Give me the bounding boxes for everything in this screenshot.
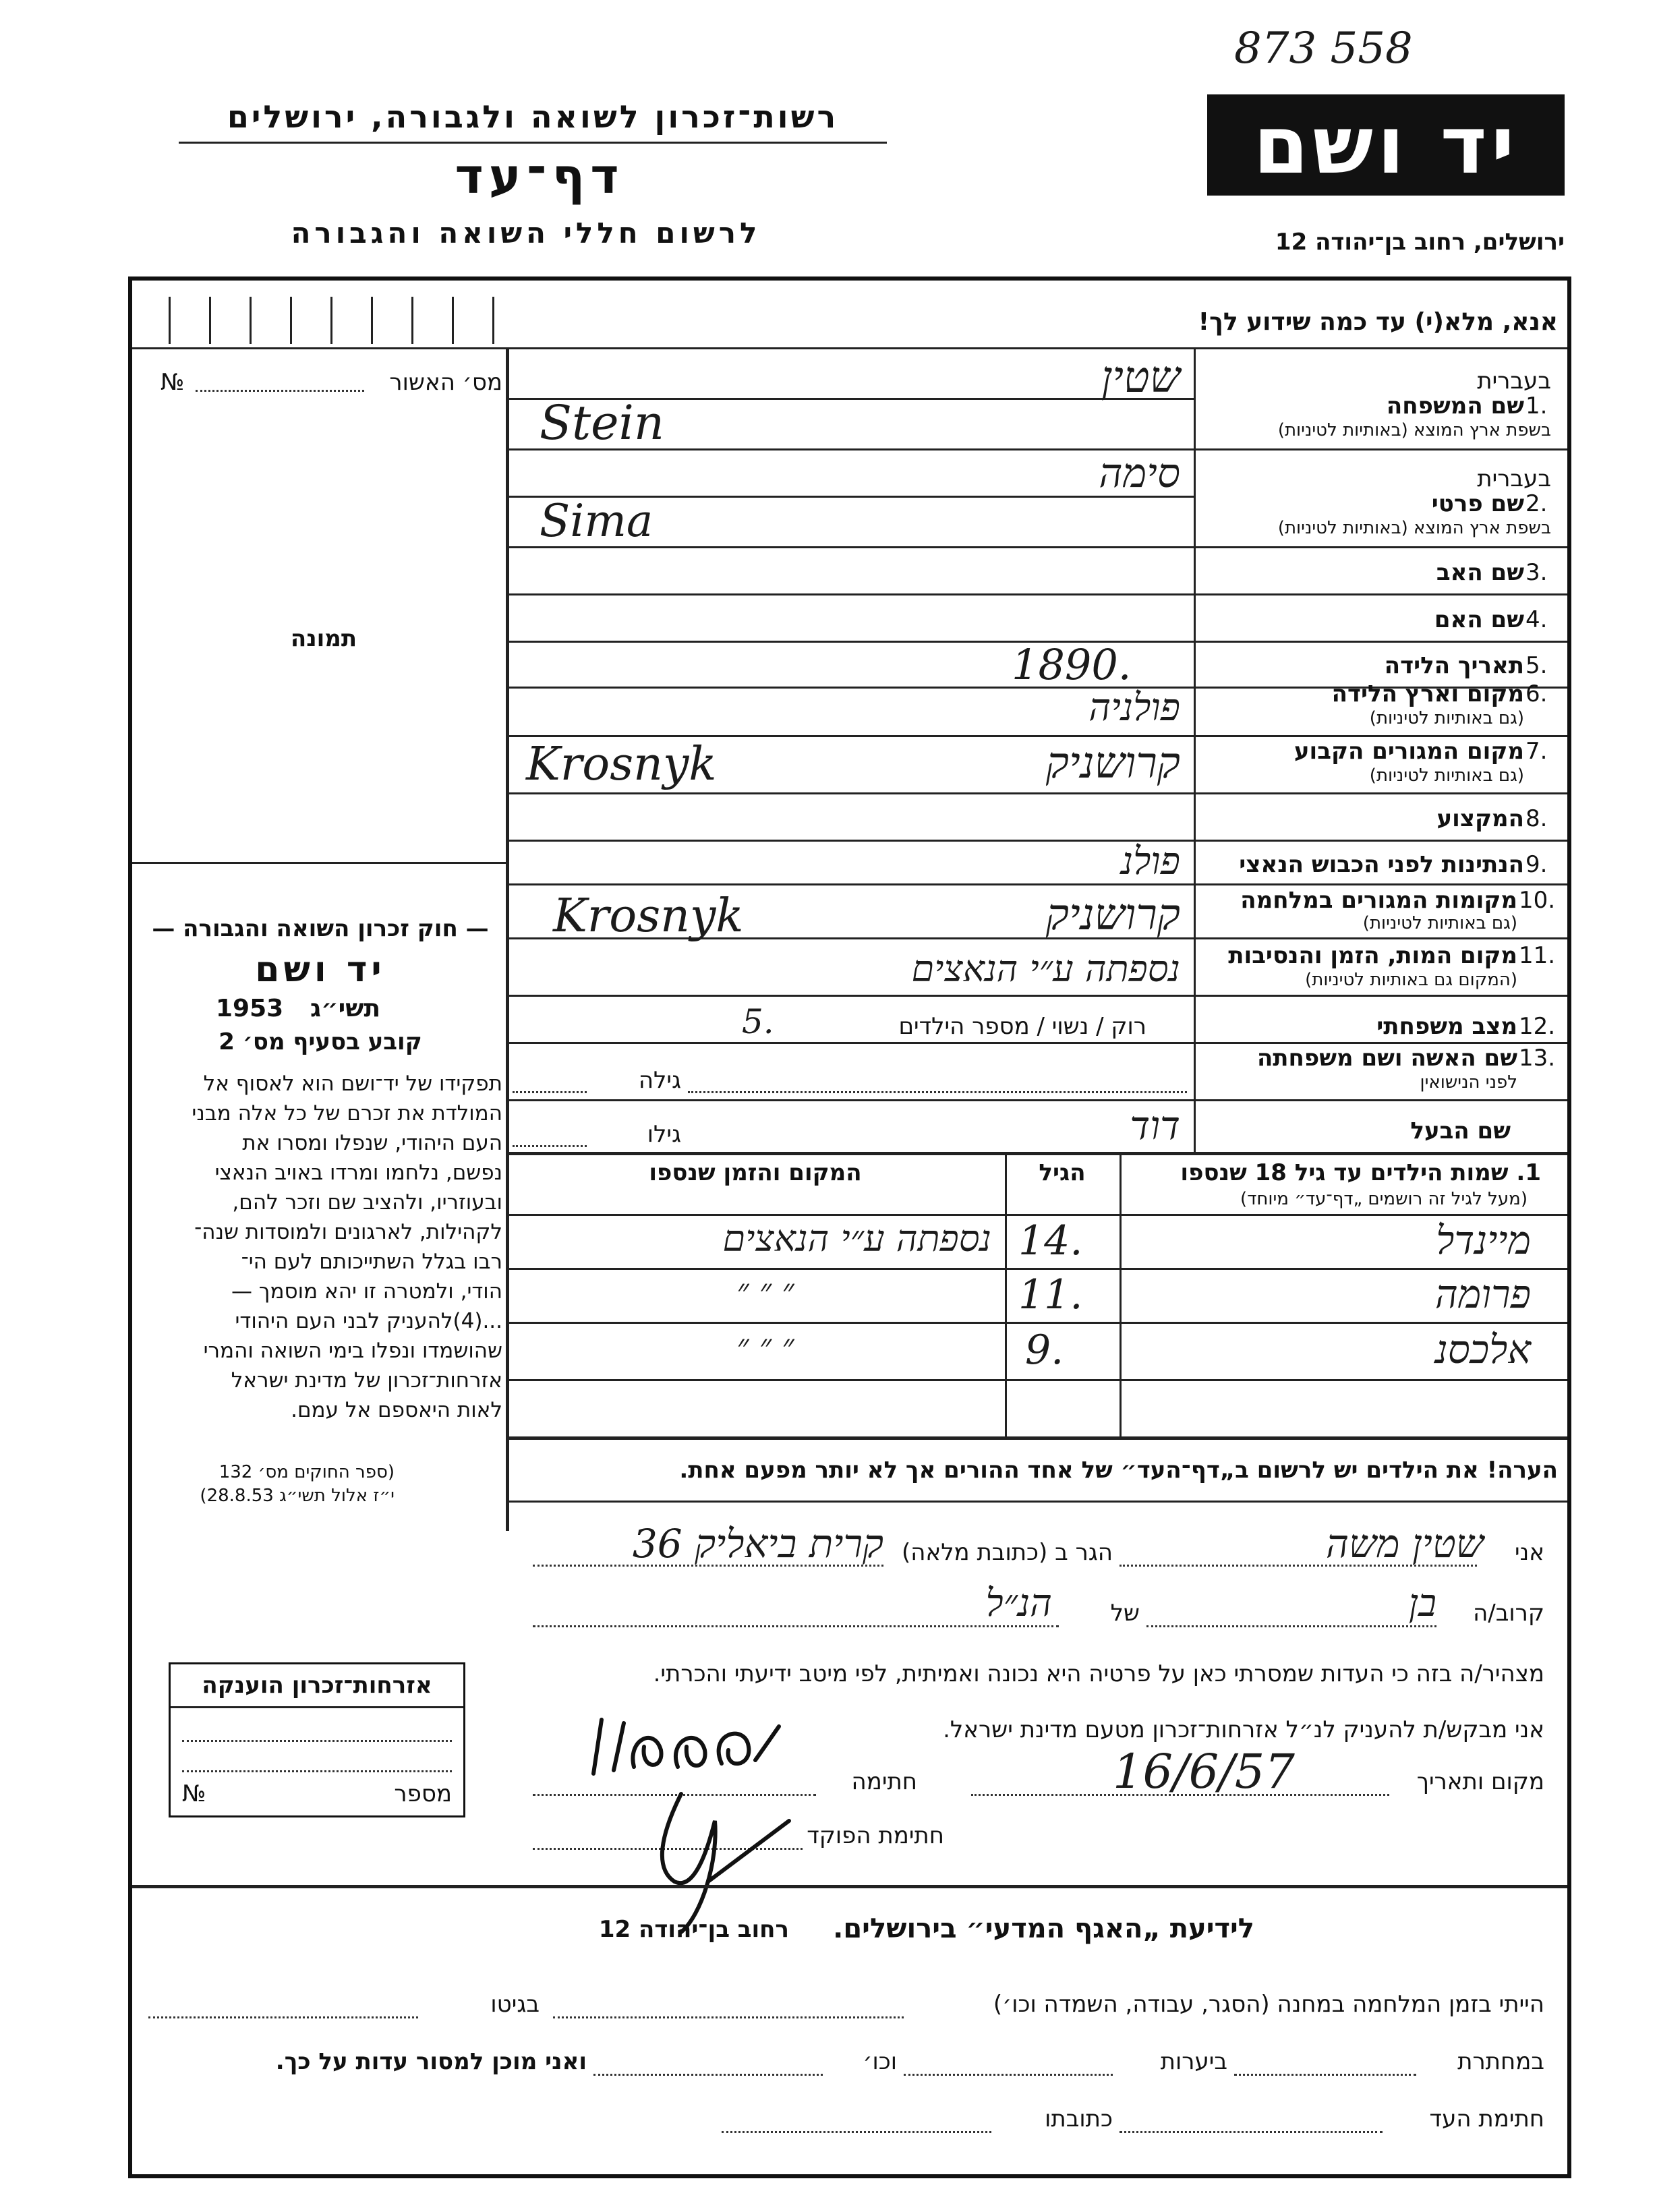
given-name-latin-value: Sima (540, 495, 653, 547)
form-subtitle: לרשום חללי השואה והגבורה (291, 216, 761, 250)
footer-line-1: הייתי בזמן המלחמה במחנה (הסגר, עבודה, השמדה וכו׳) (993, 1991, 1544, 2018)
field-5-num: 5. (1525, 652, 1548, 679)
wartime-residence-hebrew-value: קרושניק (1045, 890, 1180, 940)
field-1-num: 1. (1525, 392, 1548, 419)
residence-latin-value: Krosnyk (526, 738, 717, 791)
field-12-label: מצב משפחתי (1376, 1013, 1517, 1040)
law-line: לאות היאספם אל עמם. (291, 1398, 502, 1422)
residence-hebrew-value: קרושניק (1045, 738, 1180, 788)
etc-label: וכו׳ (863, 2048, 897, 2075)
law-clause: קובע בסעיף מס׳ 2 (219, 1028, 422, 1055)
handwritten-reference-number: 873 558 (1234, 24, 1413, 74)
citizenship-title: אזרחות־זכרון הוענקה (202, 1672, 432, 1699)
relation-value: בן (1408, 1581, 1436, 1625)
footer-address: רחוב בן־יהודה 12 (598, 1916, 789, 1943)
declarant-name-value: שטין משה (1326, 1521, 1484, 1567)
children-age-header: הגיל (1039, 1159, 1086, 1186)
authority-name: רשות־זכרון לשואה ולגבורה, ירושלים (227, 98, 839, 135)
field-7-label: מקום המגורים הקבוע (1293, 738, 1524, 765)
address-label-footer: כתובתו (1045, 2105, 1113, 2132)
law-body (135, 1069, 502, 1425)
children-title: 1. שמות הילדים עד גיל 18 שנספו (1180, 1159, 1541, 1186)
law-line: ובעוזריו, ולהציב שם וזכר להם, (232, 1190, 502, 1215)
field-6-label: מקום וארץ הלידה (1331, 680, 1524, 707)
forests-label: ביערות (1160, 2048, 1227, 2075)
children-place-header: המקום והזמן שנספו (649, 1159, 862, 1186)
ghetto-label: בגיטו (490, 1991, 540, 2018)
note-line: הערה! את הילדים יש לרשום ב„דף־העד״ של אחד ההורים אך לא יותר מפעם אחת. (679, 1457, 1558, 1484)
field-3-num: 3. (1525, 559, 1548, 586)
of-label: של (1110, 1600, 1140, 1627)
intro-text: אנא, מלא(י) עד כמה שידוע לך! (1198, 308, 1558, 336)
signature-label: חתימה (851, 1768, 917, 1795)
law-line: הודי, ולמטרה זו יהא מוסמך — (231, 1279, 502, 1304)
header-address: ירושלים, רחוב בן־יהודה 12 (1275, 229, 1565, 256)
law-name: יד ושם (255, 950, 386, 990)
of-value: הנ״ל (985, 1581, 1052, 1625)
place-date-label: מקום ותאריך (1416, 1768, 1544, 1795)
approval-no-label: מס׳ האשור (389, 369, 502, 396)
law-line: העם היהודי, שנפלו ומסרו את (242, 1131, 502, 1155)
citizenship-number-label: מספר (394, 1780, 452, 1807)
children-count-value: 5. (742, 1002, 774, 1041)
field-2-label: שם פרטי (1431, 490, 1524, 517)
statement-2: אני מבקש/ת להעניק לנ״ל אזרחות־זכרון מטעם מדינת ישראל. (943, 1716, 1544, 1743)
wife-age-label: גילה (638, 1067, 681, 1094)
field-7-note: (גם באותיות לטיניות) (1369, 765, 1524, 786)
field-13-num: 13. (1519, 1045, 1556, 1072)
underground-label: במחתרת (1457, 2048, 1544, 2075)
law-line: תפקידו של יד־ושם הוא לאסוף אל (203, 1072, 502, 1096)
field-1-note: בשפת ארץ המוצא (באותיות לטיניות) (1277, 420, 1551, 440)
surname-hebrew-value: שטין (1101, 353, 1180, 403)
law-line: נפשם, נלחמו ומרדו באויב הנאצי (214, 1161, 502, 1185)
field-5-label: תאריך הלידה (1384, 652, 1524, 679)
field-10-num: 10. (1519, 887, 1556, 914)
photo-label: תמונה (290, 625, 357, 652)
child-name: פרומה (1434, 1271, 1531, 1317)
field-8-label: המקצוע (1436, 805, 1524, 832)
tick-boxes (169, 297, 513, 344)
law-ref-1: (ספר החוקים מס׳ 132 (219, 1462, 395, 1482)
given-name-hebrew-value: סימה (1099, 450, 1180, 497)
law-title: — חוק זכרון השואה והגבורה — (152, 915, 489, 942)
statement-1: מצהיר/ה בזה כי העדות שמסרתי כאן על פרטיה היא נכונה ואמיתית, לפי מיטב ידיעתי והכרתי. (653, 1660, 1544, 1687)
field-4-num: 4. (1525, 606, 1548, 633)
law-line: לקהילות, לארגונים ולמוסדות שנה־ (194, 1220, 502, 1244)
husband-label: שם הבעל (1410, 1117, 1511, 1144)
nationality-value: פולנ (1120, 840, 1180, 883)
no-symbol: № (161, 369, 185, 396)
field-6-note: (גם באותיות לטיניות) (1369, 708, 1524, 728)
field-1-label: שם המשפחה (1386, 392, 1524, 419)
witness-signature-label: חתימת העד (1429, 2105, 1544, 2132)
citizenship-no-symbol: № (182, 1780, 206, 1807)
child-death-place: ״ ״ ״ (736, 1327, 794, 1365)
relative-label: קרוב/ה (1473, 1600, 1544, 1627)
field-6-num: 6. (1525, 680, 1548, 707)
form-title: דף־עד (455, 148, 624, 204)
declaration-ani: אני (1515, 1539, 1544, 1566)
field-8-num: 8. (1525, 805, 1548, 832)
law-year: 1953 (216, 995, 284, 1022)
field-12-num: 12. (1519, 1013, 1556, 1040)
ready-to-testify: ואני מוכן למסור עדות על כך. (275, 2048, 587, 2075)
law-line: אזרחות־זכרון של מדינת ישראל (231, 1368, 502, 1393)
law-year-heb: תשי״ג (310, 995, 381, 1022)
field-13-label: שם האשה ושם משפחתה (1256, 1045, 1517, 1072)
law-line: ...(4)להעניק לבני העם היהודי (235, 1309, 502, 1333)
birthplace-value: פולניה (1088, 686, 1180, 730)
child-death-place: נספתה ע״י הנאצים (722, 1217, 991, 1260)
field-4-label: שם האם (1434, 606, 1524, 633)
field-9-num: 9. (1525, 851, 1548, 878)
date-value: 16/6/57 (1113, 1744, 1295, 1799)
field-11-num: 11. (1519, 942, 1556, 969)
child-name: אלכסנ (1434, 1327, 1531, 1372)
husband-name-value: דוד (1130, 1103, 1180, 1148)
field-11-note: (המקום גם באותיות לטיניות) (1305, 970, 1517, 990)
law-line: המולדת את זכרם של כל אלה מבני (192, 1101, 502, 1126)
field-2-note: בשפת ארץ המוצא (באותיות לטיניות) (1277, 518, 1551, 538)
wartime-residence-latin-value: Krosnyk (553, 890, 744, 943)
child-age: 9. (1025, 1327, 1064, 1374)
child-death-place: ״ ״ ״ (736, 1272, 794, 1310)
children-subnote: (מעל לגיל זה רושמים „דף־עד״ מיוחד) (1240, 1189, 1528, 1209)
field-2-num: 2. (1525, 490, 1548, 517)
field-10-label: מקומות המגורים במלחמה (1240, 887, 1517, 914)
address-value: קרית ביאליק 36 (632, 1521, 883, 1567)
death-place-value: נספתה ע״י הנאצים (911, 948, 1180, 990)
field-11-label: מקום המות, הזמן והנסיבות (1228, 942, 1517, 969)
field-2-lang: בעברית (1477, 465, 1551, 492)
law-line: שהושמדו ונפלו בימי השואה והמרי (203, 1339, 502, 1363)
husband-age-label: גילו (647, 1121, 681, 1148)
birth-date-value: 1890. (1012, 640, 1132, 689)
law-ref-2: י״ז אלול תשי״ג 28.8.53) (200, 1486, 395, 1506)
field-1-lang: בעברית (1477, 368, 1551, 395)
field-10-note: (גם באותיות לטיניות) (1362, 913, 1517, 933)
child-name: מיינדל (1436, 1217, 1531, 1263)
field-9-label: הנתינות לפני הכבוש הנאצי (1239, 851, 1524, 878)
marital-options: רוק / נשוי / מספר הילדים (898, 1013, 1146, 1040)
surname-latin-value: Stein (540, 395, 664, 450)
child-age: 11. (1018, 1271, 1083, 1318)
official-signature-label: חתימת הפוקד (807, 1822, 944, 1849)
field-7-num: 7. (1525, 738, 1548, 765)
declarant-signature (587, 1699, 789, 1787)
field-3-label: שם האב (1436, 559, 1524, 586)
address-label: הגר ב (כתובת מלאה) (902, 1539, 1113, 1566)
law-line: רבו בגלל השתייכותם לעם הי־ (241, 1250, 502, 1274)
child-age: 14. (1018, 1217, 1083, 1264)
yad-vashem-logo: יד ושם (1207, 94, 1565, 196)
footer-title: לידיעת „האגף המדעי״ בירושלים. (833, 1913, 1254, 1944)
field-13-note: לפני הנישואין (1420, 1072, 1517, 1093)
